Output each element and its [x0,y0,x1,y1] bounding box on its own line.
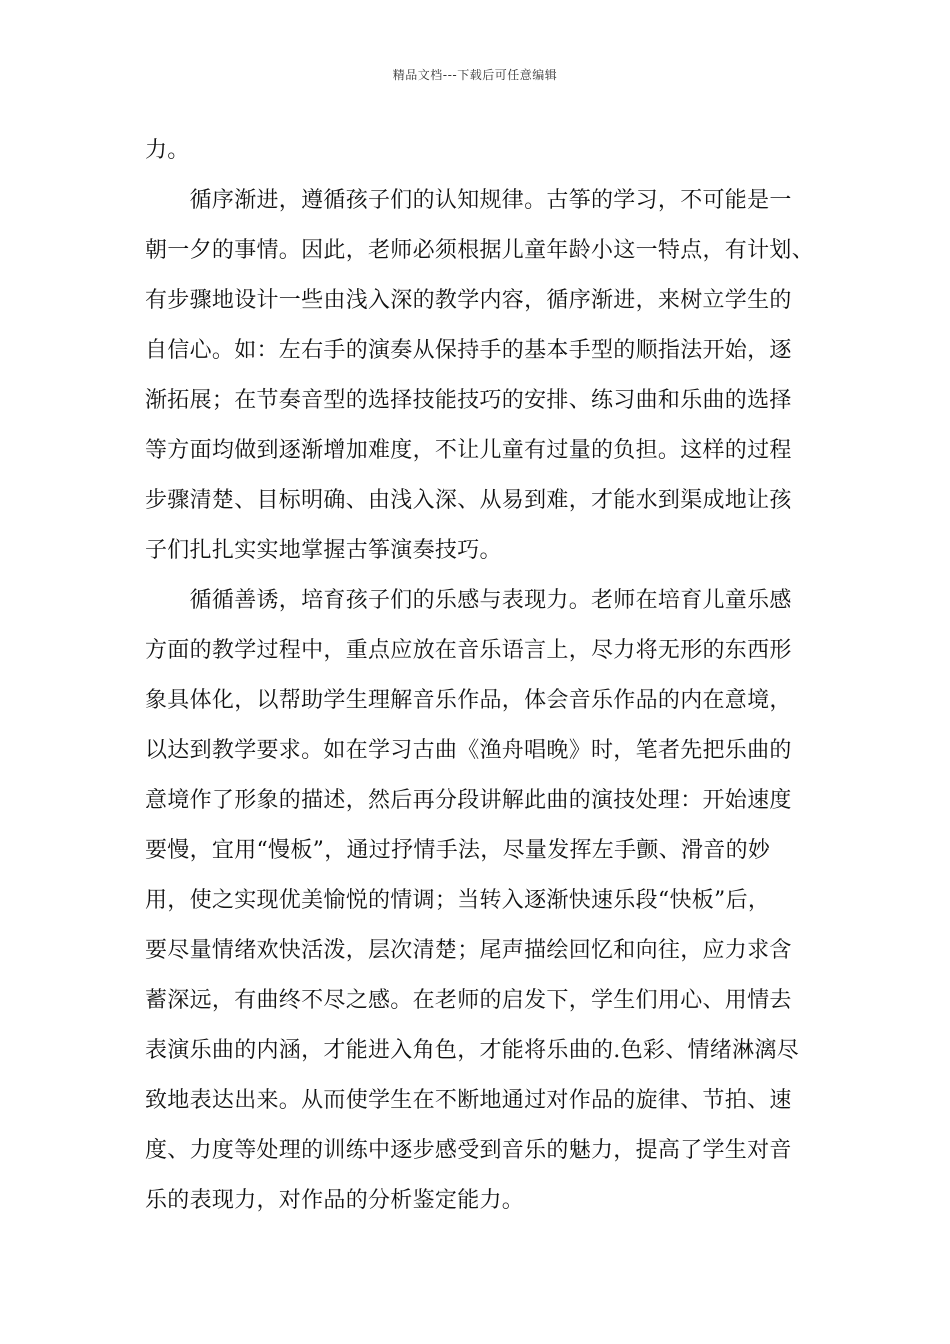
text-line: 方面的教学过程中，重点应放在音乐语言上，尽力将无形的东西形 [145,638,792,663]
document-body [145,126,835,1226]
text-line: 力。 [145,138,190,163]
text-line: 要尽量情绪欢快活泼，层次清楚；尾声描绘回忆和向往，应力求含 [145,938,792,963]
text-line: 要慢，宜用“慢板”，通过抒情手法，尽量发挥左手颤、滑音的妙 [145,838,771,863]
text-line: 等方面均做到逐渐增加难度，不让儿童有过量的负担。这样的过程 [145,438,792,463]
text-line: 有步骤地设计一些由浅入深的教学内容，循序渐进，来树立学生的 [145,288,792,313]
text-line: 子们扎扎实实地掌握古筝演奏技巧。 [145,538,502,563]
text-line: 象具体化，以帮助学生理解音乐作品，体会音乐作品的内在意境， [145,688,792,713]
text-line: 乐的表现力，对作品的分析鉴定能力。 [145,1188,525,1213]
text-line: 步骤清楚、目标明确、由浅入深、从易到难，才能水到渠成地让孩 [145,488,792,513]
text-line: 朝一夕的事情。因此，老师必须根据儿童年龄小这一特点，有计划、 [145,238,815,263]
text-line: 渐拓展；在节奏音型的选择技能技巧的安排、练习曲和乐曲的选择 [145,388,792,413]
text-line: 用，使之实现优美愉悦的情调；当转入逐渐快速乐段“快板”后， [145,888,771,913]
text-line: 循循善诱，培育孩子们的乐感与表现力。老师在培育儿童乐感 [145,588,792,613]
text-line: 蓄深远，有曲终不尽之感。在老师的启发下，学生们用心、用情去 [145,988,792,1013]
text-line: 自信心。如：左右手的演奏从保持手的基本手型的顺指法开始，逐 [145,338,792,363]
text-line: 循序渐进，遵循孩子们的认知规律。古筝的学习，不可能是一 [145,188,792,213]
page-header: 精品文档---下载后可任意编辑 [392,68,558,82]
text-line: 表演乐曲的内涵，才能进入角色，才能将乐曲的.色彩、情绪淋漓尽 [145,1038,799,1063]
text-line: 以达到教学要求。如在学习古曲《渔舟唱晚》时，笔者先把乐曲的 [145,738,792,763]
text-line: 意境作了形象的描述，然后再分段讲解此曲的演技处理：开始速度 [145,788,792,813]
text-line: 致地表达出来。从而使学生在不断地通过对作品的旋律、节拍、速 [145,1088,792,1113]
text-line: 度、力度等处理的训练中逐步感受到音乐的魅力，提高了学生对音 [145,1138,792,1163]
